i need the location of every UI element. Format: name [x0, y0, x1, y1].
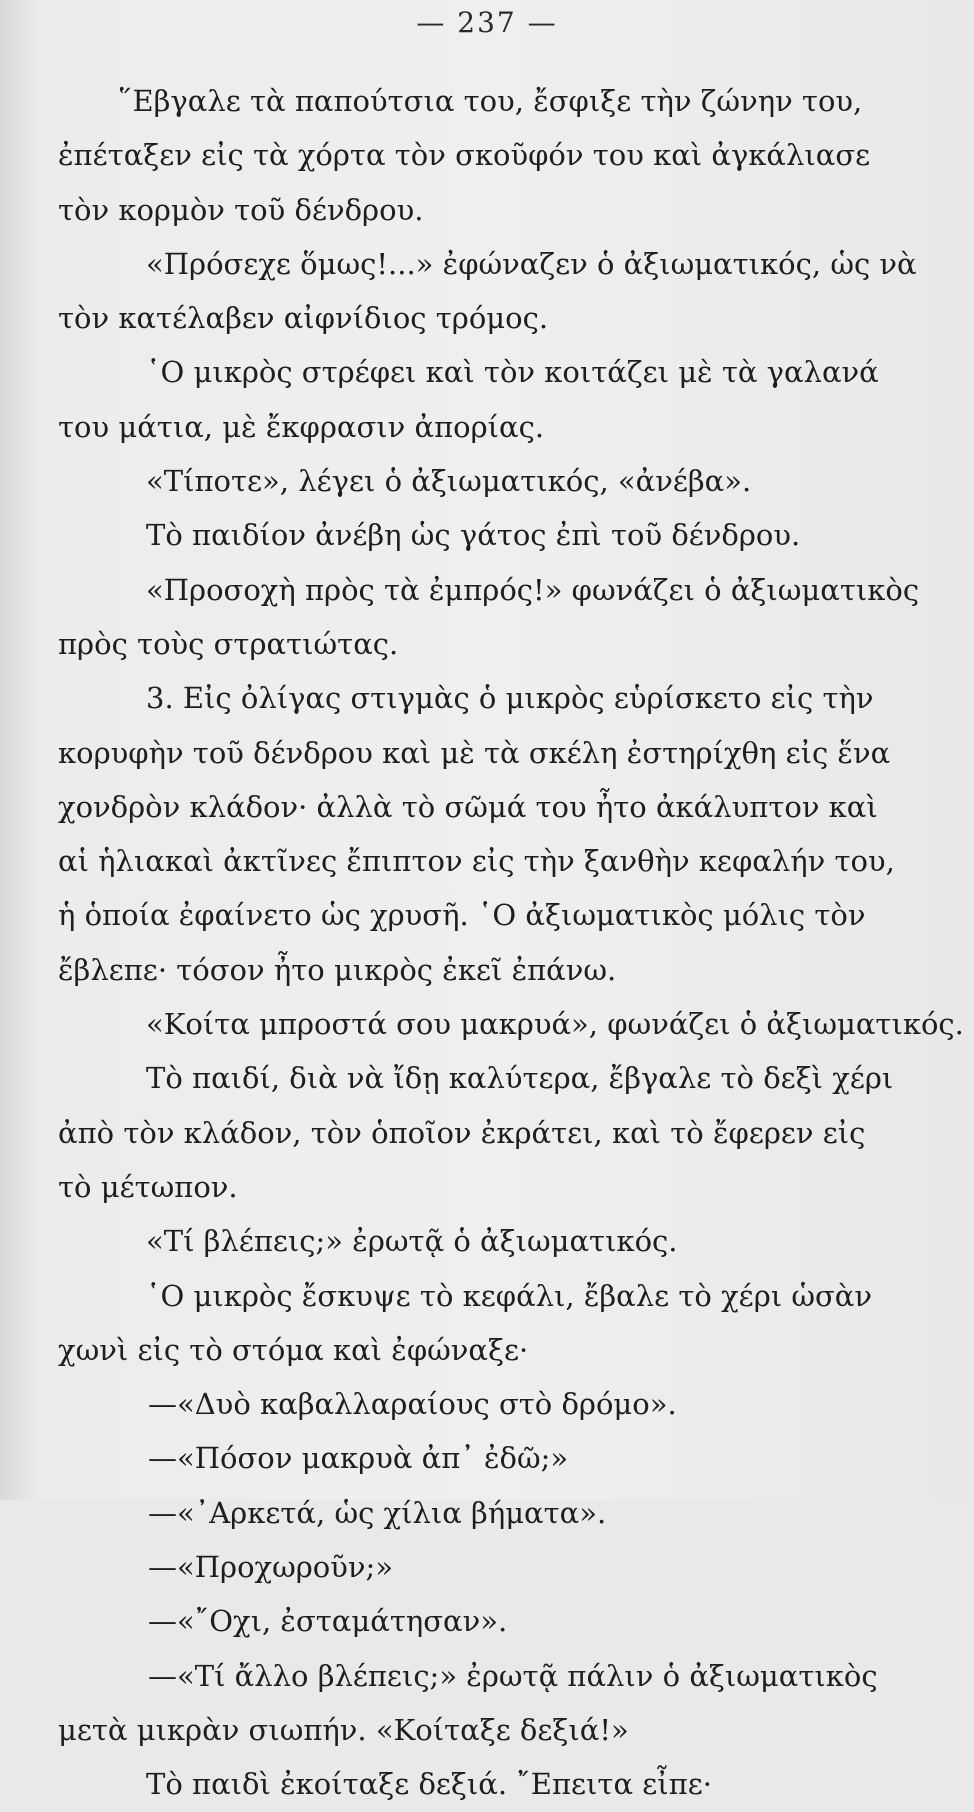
text-line: —«Τί ἄλλο βλέπεις;» ἐρωτᾷ πάλιν ὁ ἀξιωματικὸς [148, 1658, 878, 1693]
text-line: ῾Ο μικρὸς ἔσκυψε τὸ κεφάλι, ἔβαλε τὸ χέρι ὡσὰν [146, 1278, 872, 1313]
text-line: ἀπὸ τὸν κλάδον, τὸν ὁποῖον ἐκράτει, καὶ τὸ ἔφερεν εἰς [58, 1115, 866, 1150]
text-line: χωνὶ εἰς τὸ στόμα καὶ ἐφώναξε· [58, 1332, 529, 1367]
text-line: του μάτια, μὲ ἔκφρασιν ἀπορίας. [58, 409, 545, 444]
body-text [58, 74, 964, 1812]
text-line: ἡ ὁποία ἐφαίνετο ὡς χρυσῆ. ῾Ο ἀξιωματικὸς μόλις τὸν [58, 898, 866, 933]
text-line: τὸν κατέλαβεν αἰφνίδιος τρόμος. [58, 301, 549, 336]
text-line: ἐπέταξεν εἰς τὰ χόρτα τὸν σκοῦφόν του καὶ ἀγκάλιασε [58, 138, 871, 173]
text-line: μετὰ μικρὰν σιωπήν. «Κοίταξε δεξιά!» [58, 1712, 629, 1747]
text-line: ῾Ο μικρὸς στρέφει καὶ τὸν κοιτάζει μὲ τὰ γαλανά [146, 355, 879, 390]
text-line: Τὸ παιδί, διὰ νὰ ἴδῃ καλύτερα, ἔβγαλε τὸ δεξὶ χέρι [146, 1061, 894, 1096]
text-line: «Τί βλέπεις;» ἐρωτᾷ ὁ ἀξιωματικός. [146, 1224, 678, 1259]
text-line: «Πρόσεχε ὅμως!...» ἐφώναζεν ὁ ἀξιωματικός, ὡς νὰ [146, 246, 917, 281]
text-line: πρὸς τοὺς στρατιώτας. [58, 626, 399, 661]
text-line: τὸ μέτωπον. [58, 1169, 238, 1204]
text-line: —«Προχωροῦν;» [148, 1550, 394, 1585]
text-line: αἱ ἡλιακαὶ ἀκτῖνες ἔπιπτον εἰς τὴν ξανθὴν κεφαλήν του, [58, 844, 895, 879]
text-line: —«Δυὸ καβαλλαραίους στὸ δρόμο». [148, 1387, 677, 1422]
text-line: «Τίποτε», λέγει ὁ ἀξιωματικός, «ἀνέβα». [146, 464, 752, 499]
text-line: ἔβλεπε· τόσον ἦτο μικρὸς ἐκεῖ ἐπάνω. [58, 952, 617, 987]
text-line: «Προσοχὴ πρὸς τὰ ἐμπρός!» φωνάζει ὁ ἀξιωματικὸς [146, 572, 920, 607]
text-line: —«῎Οχι, ἐσταμάτησαν». [148, 1604, 508, 1639]
text-line: τὸν κορμὸν τοῦ δένδρου. [58, 192, 424, 227]
text-line: κορυφὴν τοῦ δένδρου καὶ μὲ τὰ σκέλη ἐστηρίχθη εἰς ἕνα [58, 735, 891, 770]
text-line: —«᾿Αρκετά, ὡς χίλια βήματα». [148, 1495, 607, 1530]
text-line: «Κοίτα μπροστά σου μακρυά», φωνάζει ὁ ἀξιωματικός. [146, 1007, 964, 1042]
text-line: —«Πόσον μακρυὰ ἀπ᾿ ἐδῶ;» [148, 1441, 569, 1476]
page-number: — 237 — [416, 6, 558, 39]
text-line: χονδρὸν κλάδον· ἀλλὰ τὸ σῶμά του ἦτο ἀκάλυπτον καὶ [58, 789, 878, 824]
text-line: Τὸ παιδίον ἀνέβη ὡς γάτος ἐπὶ τοῦ δένδρου. [146, 518, 801, 553]
text-line: Τὸ παιδὶ ἐκοίταξε δεξιά. ῎Επειτα εἶπε· [146, 1767, 712, 1802]
text-line: ῞Εβγαλε τὰ παπούτσια του, ἔσφιξε τὴν ζώνην του, [118, 84, 863, 118]
text-line: 3. Εἰς ὀλίγας στιγμὰς ὁ μικρὸς εὑρίσκετο εἰς τὴν [146, 681, 874, 716]
